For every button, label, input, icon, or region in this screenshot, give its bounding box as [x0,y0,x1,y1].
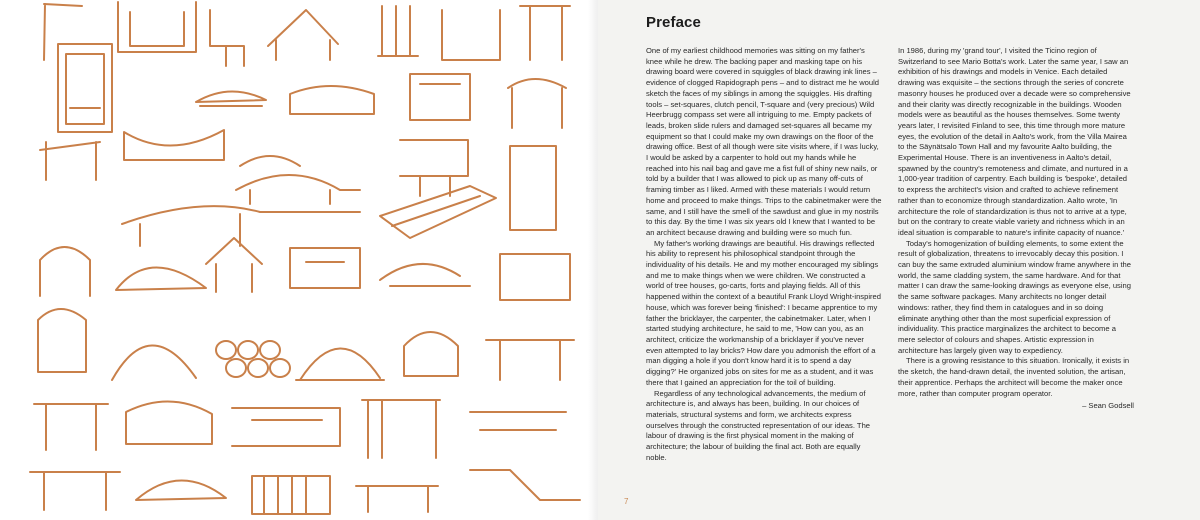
sketch-dome-right [296,348,384,380]
sketch-hill-building [236,175,360,204]
sketch-post-frame [520,6,570,60]
sketch-shell [124,130,224,160]
sketch-arch-window [38,309,86,372]
paragraph: Today's homogenization of building elements, to some extent the result of globalization, threatens to irrevocably decay this position. I can buy the same extruded aluminium window frame anywhere in the world, the same cladding system, the same hardware. And for that matter I can draw the same-looking drawings as everyone else, using the same software packages. Many architects no longer detail windows: rather, they find them in catalogues and in so doing eliminate anything other than the most superficial expression of individuality. This practice marginalizes the architect to become a mere selector of colours and shapes. Artistic expression in architecture has largely given way to expediency. [898,238,1131,355]
sketch-tall-box [510,146,556,230]
text-page [598,0,1200,520]
sketch-chair [210,10,244,66]
sketch-flat-roof [486,340,574,380]
author-signature: – Sean Godsell [1082,401,1134,411]
paragraph: My father's working drawings are beautiful. His drawings reflected his ability to represent his philosophical standpoint through the individuality of his details. He and my mother encouraged my siblings and me to make things when we were children. We constructed a world of tree houses, go-carts, forts and playing fields. All of this happened within the context of a beautiful Frank Lloyd Wright-inspired house, which was forever being 'finished': I became apprentice to my father the bricklayer, the carpenter, the cabinetmaker. Later, when I started studying architecture, he said to me, 'How can you, as an architect, criticize the workmanship of a bricklayer if you've never even attempted to lay bricks? How dare you admonish the effort of a man digging a hole if you don't know hard it is to spend a day digging?' He organized jobs on sites for me as a student, and it was there that I gained an appreciation for the toil of building. [646,238,881,387]
paragraph: There is a growing resistance to this situation. Ironically, it exists in the sketch, the hand-drawn detail, the invented solution, the artisan, their apprentice. Perhaps the architect will become the maker once more, rather than computer program operator. [898,356,1130,398]
text-column-right [898,46,1134,412]
sketch-roof-line [40,142,100,180]
paragraph: In 1986, during my 'grand tour', I visited the Ticino region of Switzerland to see Mario Botta's work. Later the same year, I saw an exhibition of his drawings and models in Venice. Each detailed drawing was exquisite – the sections through the series of concrete masonry houses he produced over a decade were so comprehensive and their clarity was directly recognizable in the buildings. Wooden models were as beautiful as the houses themselves. Some twenty years later, I revisited Finland to see, this time through more mature eyes, the evolution of the detail in Aalto's work, from the Villa Mairea to the Säynätsalo Town Hall and my favourite Aalto building, the Experimental House. There is an inventiveness in Aalto's detail, spawned by the country's remoteness and climate, and nurtured in a 1,000-year tradition of carpentry. Each building is 'bespoke', detailed to express the architect's vision and crafted to achieve refinement rather than to economize through standardization. Aalto wrote, 'In architecture the role of standardization is thus not to arrive at a type, but on the contrary to create viable variety and richness which in an ideal situation is comparable to nature's infinite capacity of nuance.' [898,46,1131,237]
sketch-pier [34,404,108,450]
sketch-diagonal-ramp [380,186,496,238]
sketch-tent [206,238,262,292]
sketch-gable [268,10,338,60]
sketch-ramp-bridge [122,206,360,246]
sketch-rise [470,470,580,500]
sketch-low-arch [40,247,90,296]
sketch-canopy [508,79,566,128]
sketch-bridge-arc [196,91,266,106]
sketch-arch [442,10,500,60]
sketch-lattice [252,476,330,514]
architectural-sketches [0,0,598,520]
sketch-pavilion [410,74,470,120]
sketch-oval-frame [290,86,374,114]
page-title: Preface [646,14,701,31]
sketch-columns [378,6,418,56]
text-column-left [646,46,882,463]
sketch-box [44,4,82,60]
page-number: 7 [624,497,629,506]
sketch-block [290,248,360,288]
sketch-horizontal [470,412,566,430]
sketch-bubbles [216,341,290,377]
sketch-dome-large [112,345,196,380]
sketch-rail [30,472,120,510]
sketch-bench [356,486,438,512]
sketch-stairs-arc [380,264,470,286]
sketch-wave-roof [126,401,212,444]
paragraph: Regardless of any technological advancements, the medium of architecture is, and always has been, building. In our choices of materials, structural systems and form, we architects express ourselves through the constructed representation of our ideas. The labour of drawing is the first physical moment in the making of architecture; the labour of building the final act. Both are equally noble. [646,388,871,462]
sketch-step-arc [240,156,300,166]
sketch-rect-frame [500,254,570,300]
sketch-dome [116,267,206,290]
paragraph: One of my earliest childhood memories was sitting on my father's knee while he drew. The backing paper and masking tape on his drawing board were covered in squiggles of black drawing ink lines – evidence of clogged Rapidograph pens – and to distract me he would sketch the faces of my siblings in among the squiggles. His drafting tools – set-squares, clutch pencil, T-square and (very precious) Wild Heerbrugg compass set were all intriguing to me. Empty packets of leads, broken slide rulers and damaged set-squares all became my equipment so that I could make my own drawings on the floor of the drawing office. Best of all though were site visits where, if I was lucky, I would be asked by a carpenter to hold out my hands while he reached into his nail bag and gave me a fist full of shiny new nails, or told by a builder that I was allowed to pick up as many off-cuts of framing timber as I liked. Armed with these materials I would return home and proceed to make things. Trips to the cabinetmaker were the same, and I still have the smell of the sawdust and glue in my nostrils to this day. By the time I was six years old I knew that I wanted to be an architect because drawing and building were so much fun. [646,46,882,237]
sketch-arc-bridge [136,480,226,500]
sketch-open-frame [400,140,468,196]
sketch-double-post [362,400,440,458]
sketch-house-frame [118,2,196,52]
sketch-page [0,0,598,520]
sketch-long-frame [232,408,340,446]
sketch-loop [404,332,458,376]
sketch-window-frame [58,44,112,132]
